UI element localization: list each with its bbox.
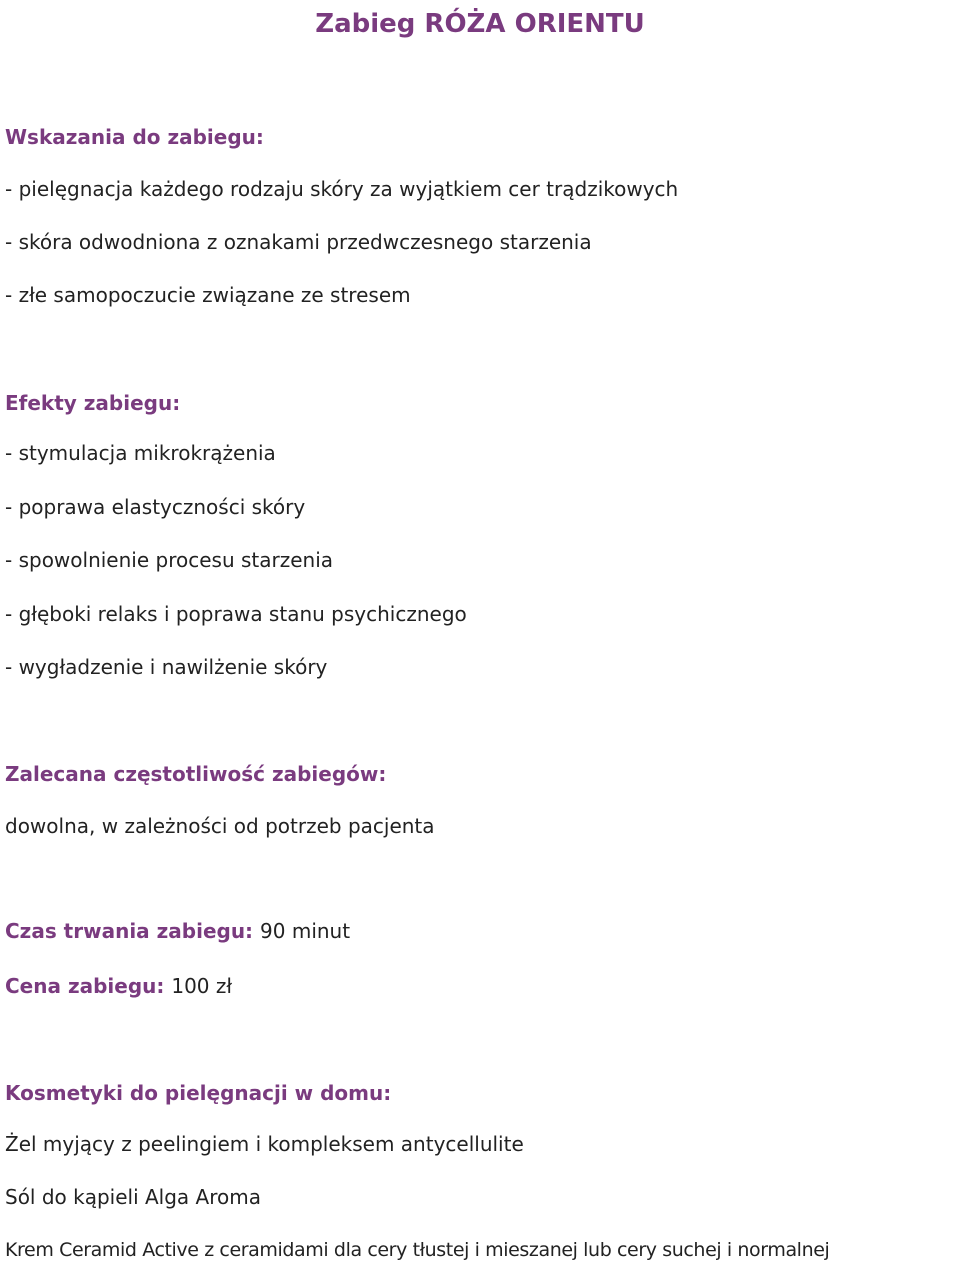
price-row	[5, 972, 232, 1000]
home-care-heading: Kosmetyki do pielęgnacji w domu:	[5, 1081, 392, 1105]
frequency-text: dowolna, w zależności od potrzeb pacjenta	[5, 814, 435, 838]
effect-item: - poprawa elastyczności skóry	[5, 495, 306, 519]
home-care-item: Sól do kąpieli Alga Aroma	[5, 1185, 261, 1209]
indications-heading: Wskazania do zabiegu:	[5, 125, 264, 149]
effect-item: - wygładzenie i nawilżenie skóry	[5, 655, 328, 679]
indication-item: - złe samopoczucie związane ze stresem	[5, 283, 411, 307]
effect-item: - głęboki relaks i poprawa stanu psychicznego	[5, 602, 467, 626]
indication-item: - pielęgnacja każdego rodzaju skóry za wyjątkiem cer trądzikowych	[5, 177, 679, 201]
home-care-item: Żel myjący z peelingiem i kompleksem antycellulite	[5, 1132, 524, 1156]
duration-row	[5, 917, 350, 945]
home-care-item: Krem Ceramid Active z ceramidami dla cery tłustej i mieszanej lub cery suchej i normalnej	[5, 1239, 830, 1261]
frequency-heading: Zalecana częstotliwość zabiegów:	[5, 762, 387, 786]
duration-value: 90 minut	[260, 919, 351, 943]
indication-item: - skóra odwodniona z oznakami przedwczesnego starzenia	[5, 230, 592, 254]
effect-item: - stymulacja mikrokrążenia	[5, 441, 276, 465]
price-label: Cena zabiegu:	[5, 974, 165, 998]
effects-heading: Efekty zabiegu:	[5, 391, 181, 415]
price-value: 100 zł	[171, 974, 233, 998]
duration-label: Czas trwania zabiegu:	[5, 919, 254, 943]
page-title: Zabieg RÓŻA ORIENTU	[315, 9, 645, 39]
effect-item: - spowolnienie procesu starzenia	[5, 548, 334, 572]
